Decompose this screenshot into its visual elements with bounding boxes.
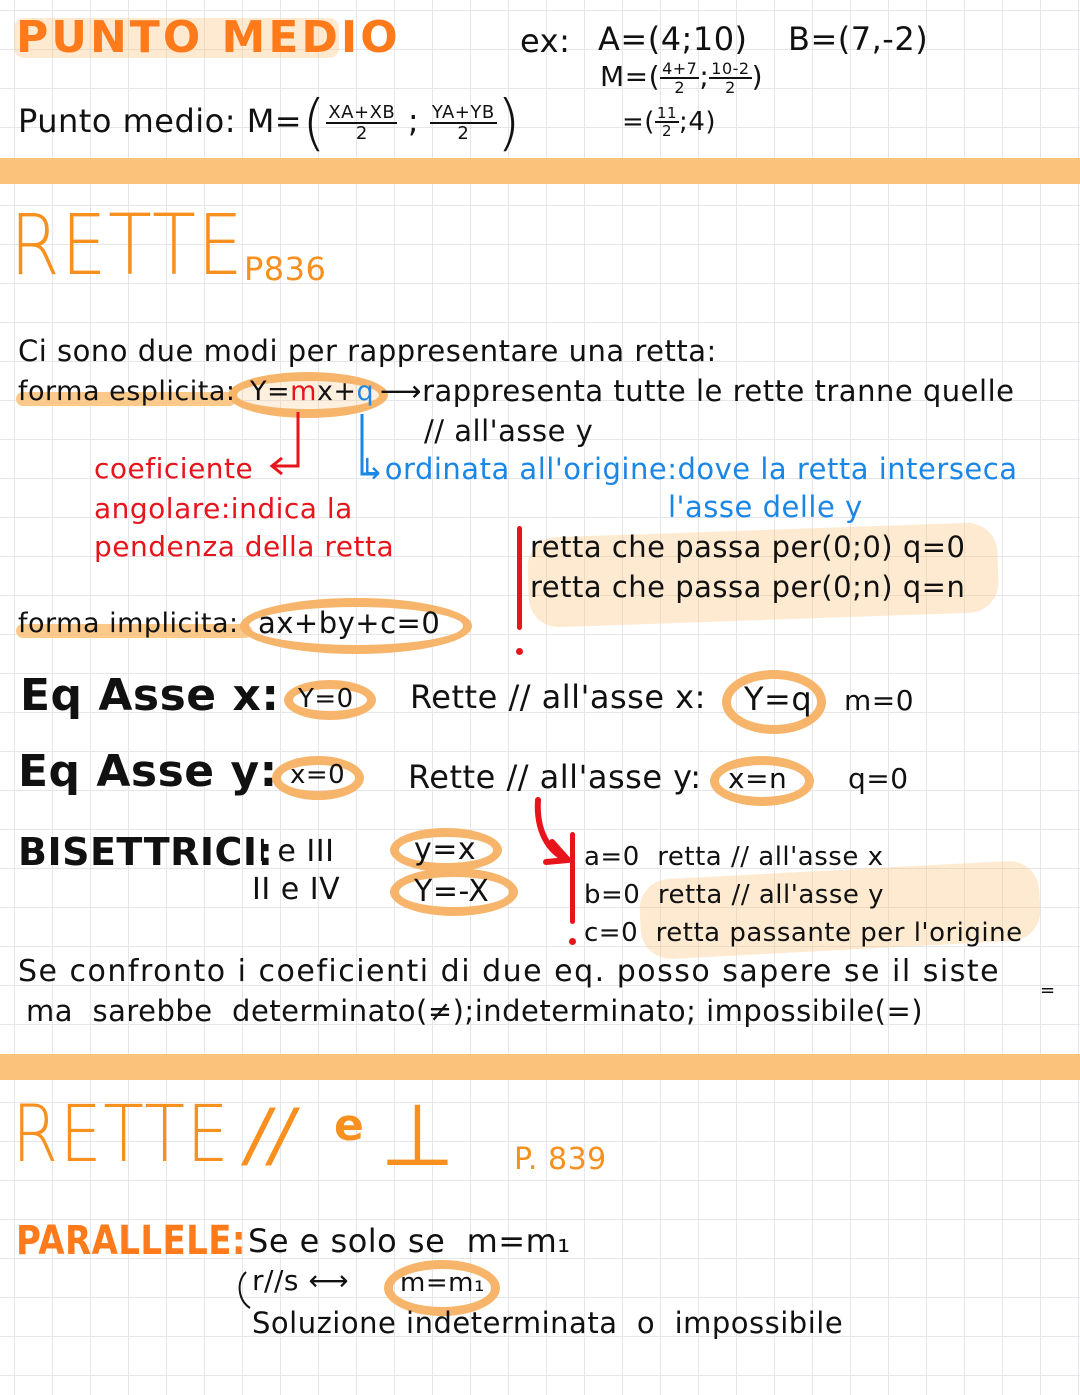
page-reference-2: P. 839 [514, 1142, 607, 1177]
confronto-line-2: ma sarebbe determinato(≠);indeterminato; impossibile(=) [26, 994, 924, 1028]
page-reference: P836 [244, 250, 327, 288]
bisettrici-quadrants-1: I e III [258, 834, 335, 869]
x-numerator: XA+XB [328, 101, 396, 123]
paren-open: ( [302, 88, 327, 158]
eq-x: x+ [316, 376, 357, 407]
mx-den: 2 [674, 77, 686, 97]
y-numerator: YA+YB [431, 101, 495, 123]
m-note-line-1: coeficiente [94, 452, 254, 485]
esplicita-note-2: // all'asse y [424, 414, 594, 448]
section-title-rette-par-perp: RETTE [12, 1090, 231, 1180]
bisettrici-quadrants-2: II e IV [252, 872, 341, 907]
section-title-rette: RETTE [10, 196, 245, 294]
mx-num: 4+7 [662, 58, 698, 78]
q-note-line-1: ↳ordinata all'origine:dove la retta interseca [360, 452, 1018, 486]
bisettrici-eq-2: Y=-X [414, 874, 490, 909]
parallele-relation-right: m=m₁ [400, 1268, 485, 1298]
separator: ; [407, 102, 420, 140]
res-num: 11 [656, 104, 678, 122]
coeff-case-b: b=0 retta // all'asse y [584, 880, 885, 910]
asse-x-eq: Y=0 [298, 684, 354, 714]
y-denominator: 2 [457, 122, 470, 144]
asse-y-parallel-label: Rette // all'asse y: [408, 758, 702, 796]
parallele-label: PARALLELE: [16, 1218, 246, 1264]
example-label: ex: [520, 22, 571, 60]
asse-y-parallel-eq: x=n [728, 762, 788, 795]
asse-x-label: Eq Asse x: [20, 670, 280, 721]
paren-close: ) [496, 88, 521, 158]
asse-x-condition: m=0 [844, 684, 915, 717]
q-case-2: retta che passa per(0;n) q=n [530, 570, 966, 604]
formula-prefix: M= [246, 102, 303, 140]
parallel-symbol: // [246, 1094, 295, 1176]
res-y: 4 [688, 107, 706, 137]
eq-y: Y= [250, 376, 291, 407]
coeff-case-a: a=0 retta // all'asse x [584, 842, 884, 872]
bisettrici-eq-1: y=x [414, 832, 477, 867]
rette-intro: Ci sono due modi per rappresentare una retta: [18, 334, 717, 368]
and-label: e [334, 1100, 365, 1151]
asse-x-parallel-eq: Y=q [744, 680, 813, 718]
parallele-solution: Soluzione indeterminata o impossibile [252, 1306, 844, 1340]
res-prefix: = [622, 107, 645, 137]
example-result: =( $\frac{11}{2}$ ;4) [622, 104, 717, 140]
parallele-condition: Se e solo se m=m₁ [248, 1222, 571, 1260]
confronto-hyphen: = [1040, 980, 1056, 1001]
my-num: 10-2 [711, 58, 750, 78]
asse-y-condition: q=0 [848, 762, 909, 795]
punto-medio-label: Punto medio: [18, 102, 237, 140]
x-denominator: 2 [355, 122, 368, 144]
eq-q: q [356, 376, 375, 407]
confronto-line-1: Se confronto i coeficienti di due eq. posso sapere se il siste [18, 954, 1001, 989]
parallele-relation-left: r//s ⟷ [252, 1264, 350, 1297]
example-point-a: A=(4;10) [598, 20, 748, 58]
asse-y-label: Eq Asse y: [18, 746, 278, 797]
q-note-line-2: l'asse delle y [668, 490, 863, 524]
bisettrici-label: BISETTRICI: [18, 830, 274, 874]
implicita-label: forma implicita: [18, 608, 239, 639]
my-den: 2 [725, 77, 736, 97]
example-midpoint-calc: M=( $\frac{4+7}{2}$ ; $\frac{10-2}{2}$ ) [600, 58, 764, 97]
asse-x-parallel-label: Rette // all'asse x: [410, 678, 706, 716]
esplicita-label: forma esplicita: [18, 376, 236, 407]
q-case-1: retta che passa per(0;0) q=0 [530, 530, 966, 564]
coeff-case-c: c=0 retta passante per l'origine [584, 918, 1023, 948]
perpendicular-symbol: ⊥ [380, 1086, 456, 1186]
asse-y-eq: x=0 [290, 760, 346, 790]
implicita-equation: ax+by+c=0 [258, 606, 441, 640]
esplicita-note-1: ⟶rappresenta tutte le rette tranne quelle [380, 374, 1015, 408]
eq-m: m [290, 376, 317, 407]
res-den: 2 [661, 122, 673, 140]
section-title-punto-medio: PUNTO MEDIO [16, 12, 401, 63]
example-point-b: B=(7,-2) [788, 20, 929, 58]
m-note-line-2: angolare:indica la [94, 492, 353, 525]
m-note-line-3: pendenza della retta [94, 530, 395, 563]
m-prefix: M= [600, 60, 649, 93]
